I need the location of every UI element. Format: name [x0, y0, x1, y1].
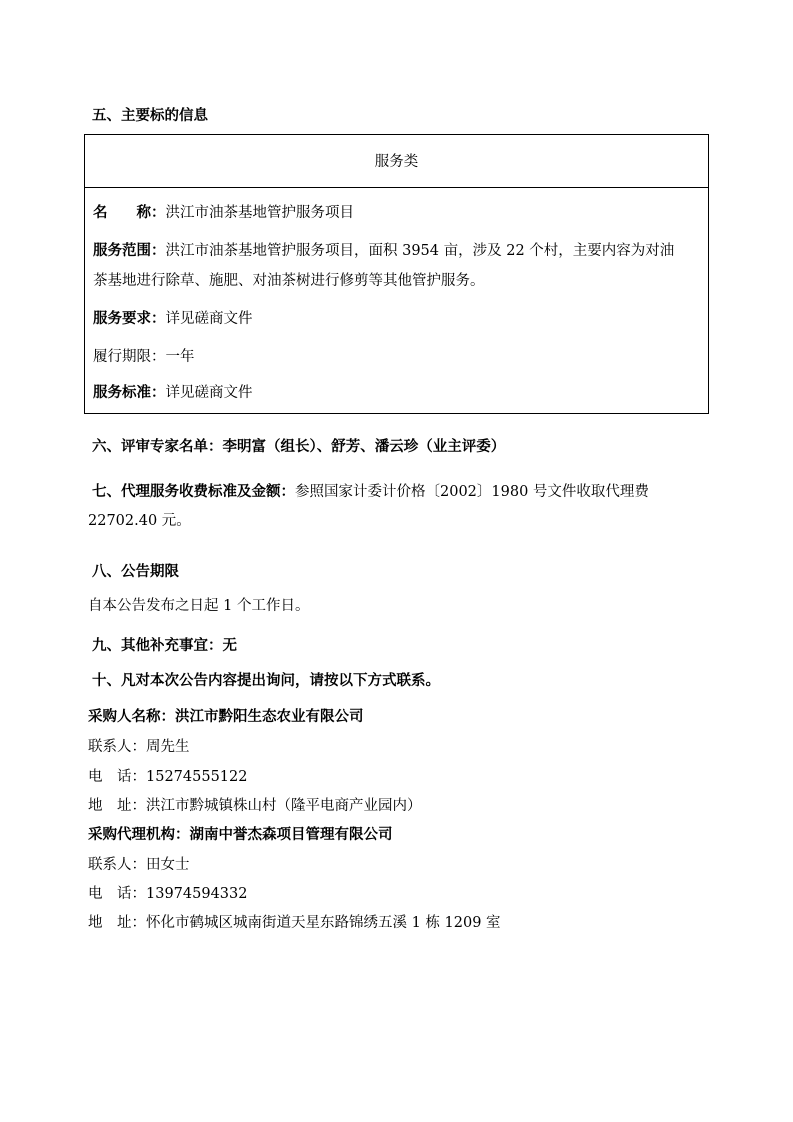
section10-heading: 十、凡对本次公告内容提出询问，请按以下方式联系。: [92, 672, 440, 689]
standard-row: [93, 383, 253, 403]
requirement-label: 服务要求：: [93, 310, 166, 327]
section7-text: 参照国家计委计价格〔2002〕1980 号文件收取代理费: [295, 484, 649, 500]
agent-row: [88, 825, 393, 845]
purchaser-label: 采购人名称：: [88, 708, 175, 725]
agent-contact: 联系人：田女士: [88, 857, 190, 873]
section7-line2: 22702.40 元。: [88, 513, 191, 529]
requirement-value: 详见磋商文件: [165, 311, 253, 327]
standard-label: 服务标准：: [93, 384, 166, 401]
section6-heading: 六、评审专家名单：李明富（组长）、舒芳、潘云珍（业主评委）: [92, 438, 506, 455]
section9-heading: 九、其他补充事宜：无: [92, 637, 237, 654]
table-category: 服务类: [374, 154, 419, 170]
section8-heading: 八、公告期限: [92, 563, 179, 580]
period-label: 履行期限：: [93, 349, 166, 365]
scope-value-line2: 茶基地进行除草、施肥、对油茶树进行修剪等其他管护服务。: [93, 273, 485, 289]
agent-phone: 电 话：13974594332: [88, 886, 248, 902]
purchaser-address: 地 址：洪江市黔城镇株山村（隆平电商产业园内）: [88, 798, 422, 814]
section7-heading: 七、代理服务收费标准及金额：: [92, 483, 295, 500]
purchaser-contact: 联系人：周先生: [88, 739, 190, 755]
name-label: 名 称：: [93, 204, 166, 221]
purchaser-phone: 电 话：15274555122: [88, 769, 248, 785]
section5-heading: 五、主要标的信息: [92, 107, 208, 124]
period-row: [93, 347, 195, 367]
scope-value-line1: 洪江市油茶基地管护服务项目，面积 3954 亩，涉及 22 个村，主要内容为对油: [165, 243, 675, 259]
standard-value: 详见磋商文件: [165, 385, 253, 401]
requirement-row: [93, 309, 253, 329]
scope-row: [93, 241, 674, 261]
agent-address: 地 址：怀化市鹤城区城南街道天星东路锦绣五溪 1 栋 1209 室: [88, 915, 501, 931]
period-value: 一年: [165, 349, 195, 365]
section7-line1: [92, 482, 649, 502]
name-row: [93, 203, 354, 223]
section8-text: 自本公告发布之日起 1 个工作日。: [88, 598, 310, 614]
agent-name: 湖南中誉杰森项目管理有限公司: [189, 826, 393, 843]
name-value: 洪江市油茶基地管护服务项目: [165, 205, 354, 221]
table-divider: [85, 187, 708, 188]
agent-label: 采购代理机构：: [88, 826, 190, 843]
main-subject-table: [84, 134, 709, 414]
purchaser-name: 洪江市黔阳生态农业有限公司: [175, 708, 364, 725]
purchaser-row: [88, 707, 364, 727]
scope-label: 服务范围：: [93, 242, 166, 259]
